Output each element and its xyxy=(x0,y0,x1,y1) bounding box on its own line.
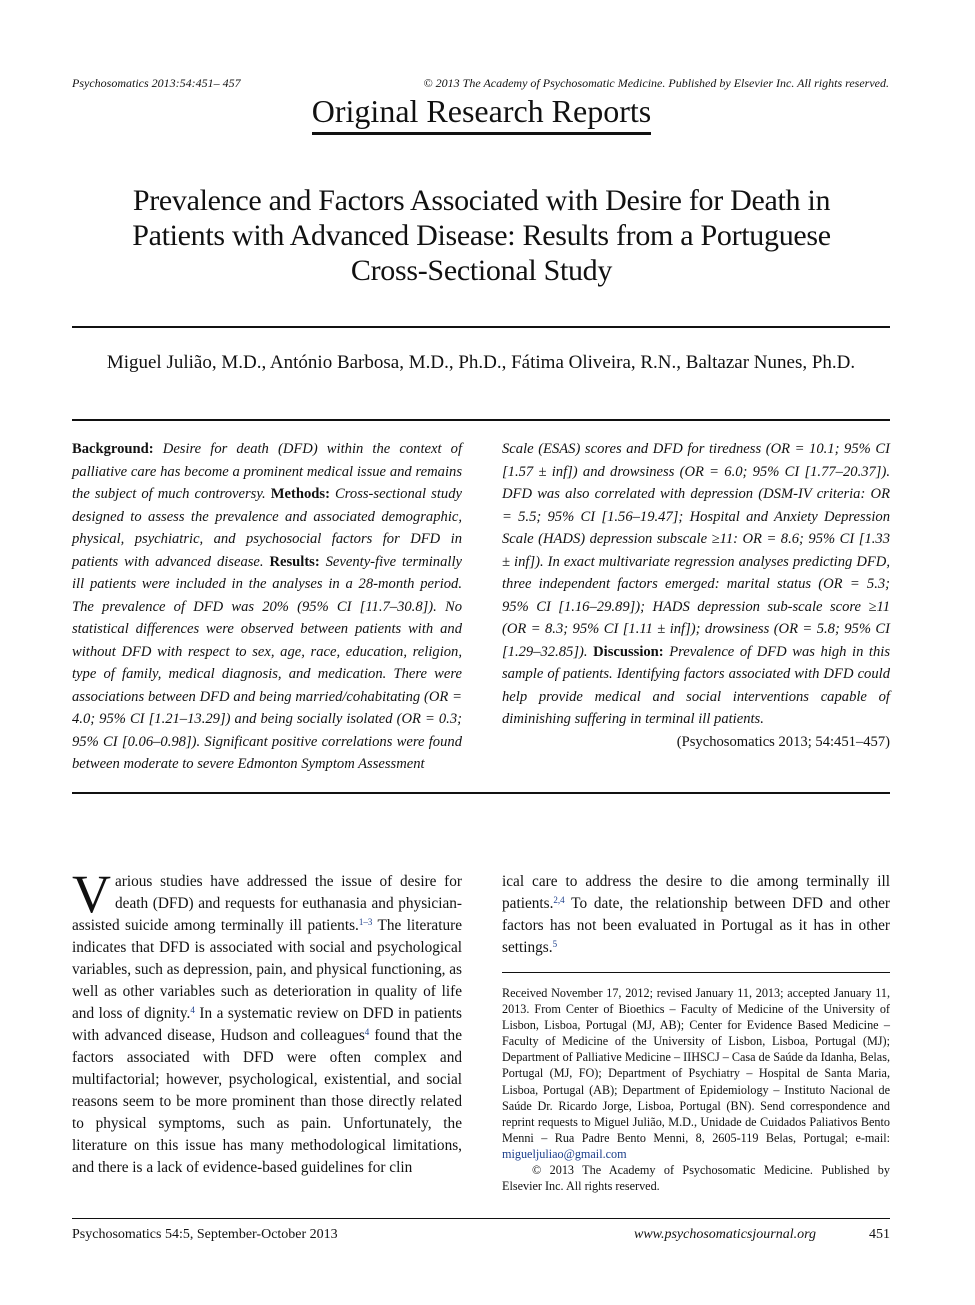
abstract-citation: (Psychosomatics 2013; 54:451–457) xyxy=(676,733,890,750)
reference-link[interactable]: 4 xyxy=(190,1005,195,1015)
footnote-body: Received November 17, 2012; revised January 11, 2013; accepted January 11, 2013. From Center of Bioethics – Faculty of Medicine of the University of Lisbon, Lisboa, Portugal (MJ, AB); Center for Evidence Based Medicine – Faculty of Medicine of the University of Lisbon, Lisboa, Portugal (MJ); Department of Palliative Medicine – IIHSCJ – Casa de Saúde da Idanha, Belas, Portugal (MJ, FO); Department of Psychiatry – Hospital de Santa Maria, Lisboa, Portugal (AB); Department of Epidemiology – Instituto Nacional de Saúde Dr. Ricardo Jorge, Lisboa, Portugal (BN). Send correspondence and reprint requests to Miguel Julião, M.D., Unidade de Cuidados Paliativos Bento Menni – Rua Padre Bento Menni, 8, 2605-119 Belas, Portugal; e-mail: xyxy=(502,986,890,1145)
abstract-right-column xyxy=(502,438,890,753)
body-text: The literature indicates that DFD is associated with social and psychological variables, such as depression, pain, and physical functioning, as well as other variables such as deterioration in quality of life and loss of dignity. xyxy=(72,917,463,1022)
footnote-copyright: © 2013 The Academy of Psychosomatic Medicine. Published by Elsevier Inc. All rights reserved. xyxy=(502,1163,890,1194)
intro-paragraph xyxy=(72,864,463,1179)
reference-link[interactable]: 1–3 xyxy=(358,917,373,927)
body-left-column xyxy=(72,864,463,1179)
footnote-rule xyxy=(502,972,890,973)
footer-rule xyxy=(72,1218,890,1219)
email-link[interactable]: migueljuliao@gmail.com xyxy=(502,1146,627,1161)
copyright-header: © 2013 The Academy of Psychosomatic Medicine. Published by Elsevier Inc. All rights reserved. xyxy=(423,76,889,90)
body-text: found that the factors associated with DFD were often complex and multifactorial; however, psychological, existential, and social reasons seem to be more prominent than those directly related to physical symptoms, such as pain. Unfortunately, the literature on this issue has many methodological limitations, and there is a lack of evidence-based guidelines for clin xyxy=(72,1027,462,1176)
body-text: arious studies have addressed the issue of desire for death (DFD) and requests for euthanasia and physician-assisted suicide among terminally ill patients. xyxy=(72,873,462,934)
section-title: Original Research Reports xyxy=(312,93,651,135)
abstract-left-column xyxy=(72,438,462,776)
reference-link[interactable]: 4 xyxy=(364,1027,370,1037)
body-text: To date, the relationship between DFD and other factors has not been evaluated in Portugal as it has in other settings. xyxy=(502,895,890,956)
article-footnote xyxy=(502,985,890,1194)
body-right-column xyxy=(502,871,890,959)
body-text: ical care to address the desire to die among terminally ill patients. xyxy=(502,873,890,912)
article-title: Prevalence and Factors Associated with Desire for Death in Patients with Advanced Disease: Results from a Portuguese Cross-Sectional Study xyxy=(132,184,831,287)
body-text: In a systematic review on DFD in patients with advanced disease, Hudson and colleagues xyxy=(72,1005,462,1044)
results-text: Seventy-five terminally ill patients were included in the analyses in a 28-month period. The prevalence of DFD was 20% (95% CI [11.7–30.8]). No statistical differences were observed between patients with and without DFD with respect to sex, age, race, education, religion, type of family, medical diagnosis, and medication. There were associations between DFD and being married/cohabitating (OR = 4.0; 95% CI [1.21–13.29]) and being socially isolated (OR = 0.3; 95% CI [0.06–0.98]). Significant positive correlations were found between moderate to severe Edmonton Symptom Assessment xyxy=(72,553,462,772)
title-rule xyxy=(72,326,890,328)
journal-reference: Psychosomatics 2013:54:451– 457 xyxy=(72,76,241,90)
footer-issue: Psychosomatics 54:5, September-October 2013 xyxy=(72,1227,338,1242)
abstract-top-rule xyxy=(72,419,890,421)
author-list: Miguel Julião, M.D., António Barbosa, M.D., Ph.D., Fátima Oliveira, R.N., Baltazar Nunes, Ph.D. xyxy=(106,352,856,373)
section-heading xyxy=(0,93,963,135)
background-label: Background: xyxy=(72,441,154,457)
results-label: Results: xyxy=(269,553,320,570)
background-text: Desire for death (DFD) within the context of palliative care has become a prominent medical issue and remains the subject of much controversy. xyxy=(72,441,462,502)
methods-label: Methods: xyxy=(270,486,330,502)
intro-paragraph-continued xyxy=(502,871,890,959)
page-number: 451 xyxy=(869,1227,890,1242)
footnote-text xyxy=(502,985,890,1162)
drop-cap: V xyxy=(72,864,111,924)
reference-link[interactable]: 5 xyxy=(552,939,558,949)
results-text-continued: Scale (ESAS) scores and DFD for tiredness (OR = 10.1; 95% CI [1.57 ± inf]) and drowsiness (OR = 6.0; 95% CI [1.77–20.37]). DFD was also correlated with depression (DSM-IV criteria: OR = 5.5; 95% CI [1.56–19.47]; Hospital and Anxiety Depression Scale (HADS) depression subscale ≥11: OR = 8.6; 95% CI [1.33 ± inf]). In exact multivariate regression analyses predicting DFD, three independent factors emerged: marital status (OR = 5.3; 95% CI [1.16–29.89]); HADS depression sub-scale score ≥11 (OR = 8.3; 95% CI [1.11 ± inf]); drowsiness (OR = 5.8; 95% CI [1.29–32.85]). xyxy=(502,441,890,660)
footer-journal-url[interactable]: www.psychosomaticsjournal.org xyxy=(634,1227,817,1242)
discussion-label: Discussion: xyxy=(593,643,664,660)
abstract-bottom-rule xyxy=(72,792,890,794)
reference-link[interactable]: 2,4 xyxy=(553,895,565,905)
discussion-text: Prevalence of DFD was high in this sample of patients. Identifying factors associated with DFD could help provide medical and social interventions capable of diminishing suffering in terminal ill patients. xyxy=(502,643,890,727)
methods-text: Cross-sectional study designed to assess the prevalence and associated demographic, physical, psychiatric, and psychosocial factors for DFD in patients with advanced disease. xyxy=(72,486,462,570)
